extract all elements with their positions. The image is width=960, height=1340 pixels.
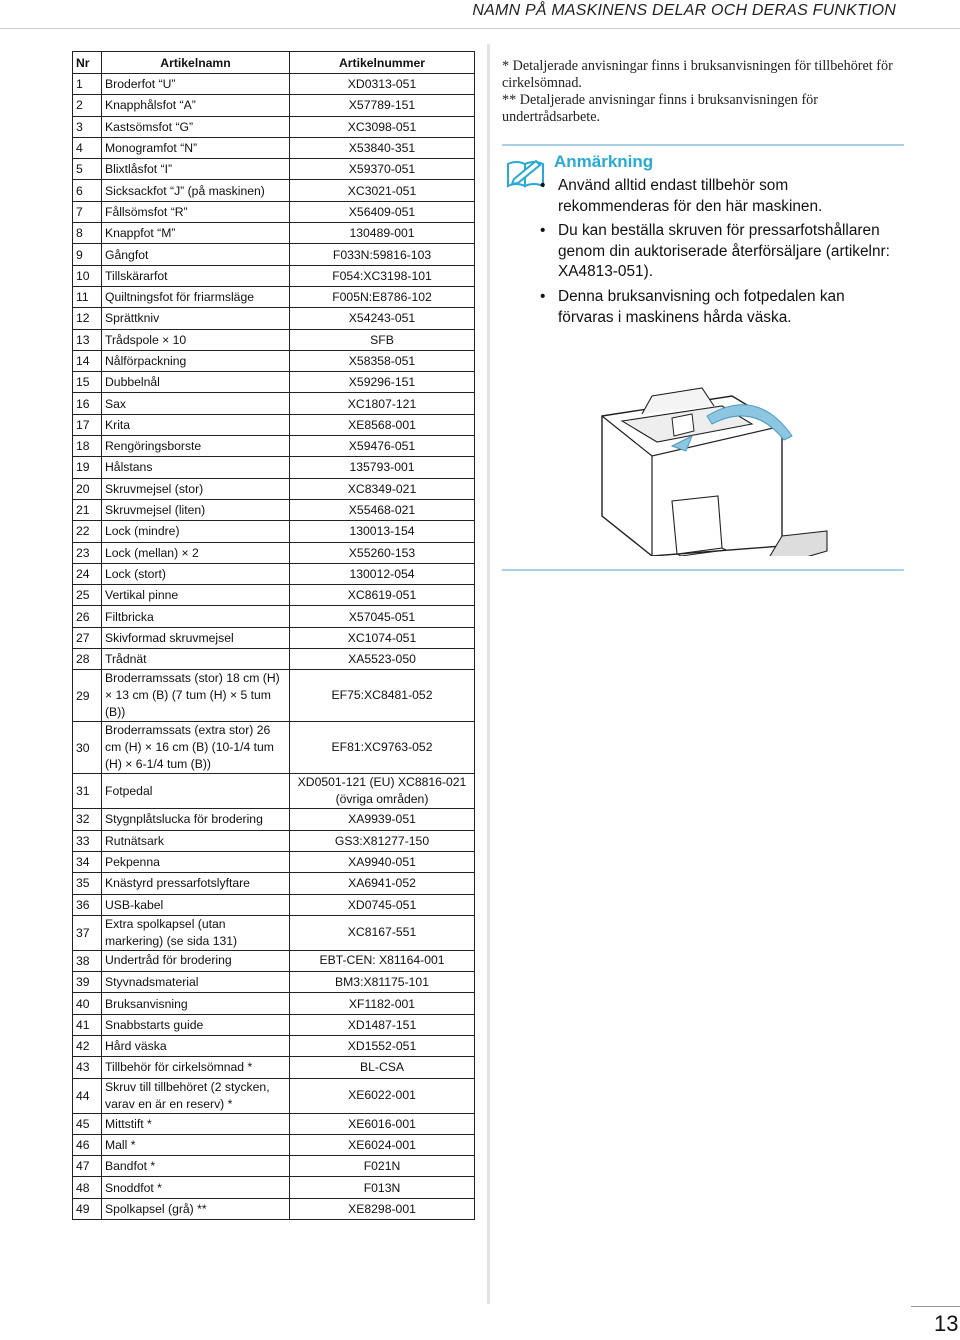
table-row <box>73 244 475 265</box>
table-row <box>73 1113 475 1134</box>
row-nr-cell: 6 <box>73 180 102 201</box>
row-number-cell: X59370-051 <box>290 159 475 180</box>
row-nr-cell: 44 <box>73 1078 102 1113</box>
row-nr-cell: 35 <box>73 873 102 894</box>
row-name-cell: Krita <box>102 414 290 435</box>
row-nr-cell: 41 <box>73 1014 102 1035</box>
row-number-cell: 130013-154 <box>290 521 475 542</box>
table-row <box>73 894 475 915</box>
table-row <box>73 585 475 606</box>
row-name-cell: Mittstift * <box>102 1113 290 1134</box>
table-row <box>73 286 475 307</box>
row-nr-cell: 40 <box>73 993 102 1014</box>
row-name-cell: Fotpedal <box>102 774 290 809</box>
row-nr-cell: 7 <box>73 201 102 222</box>
row-name-cell: Hård väska <box>102 1035 290 1056</box>
row-nr-cell: 34 <box>73 851 102 872</box>
row-nr-cell: 39 <box>73 972 102 993</box>
row-number-cell: X59296-151 <box>290 372 475 393</box>
row-name-cell: Quiltningsfot för friarmsläge <box>102 286 290 307</box>
table-row <box>73 950 475 971</box>
table-row <box>73 223 475 244</box>
row-number-cell: XD0745-051 <box>290 894 475 915</box>
row-number-cell: 130012-054 <box>290 563 475 584</box>
row-nr-cell: 27 <box>73 627 102 648</box>
row-number-cell: X55468-021 <box>290 499 475 520</box>
table-row <box>73 774 475 809</box>
row-name-cell: Trådnät <box>102 649 290 670</box>
row-name-cell: Mall * <box>102 1134 290 1155</box>
table-row <box>73 308 475 329</box>
bullet-point: • <box>540 287 546 305</box>
row-nr-cell: 17 <box>73 414 102 435</box>
row-nr-cell: 45 <box>73 1113 102 1134</box>
table-row <box>73 1014 475 1035</box>
row-name-cell: Broderfot “U” <box>102 74 290 95</box>
row-number-cell: GS3:X81277-150 <box>290 830 475 851</box>
table-row <box>73 1177 475 1198</box>
table-row <box>73 1057 475 1078</box>
row-name-cell: Nålförpackning <box>102 350 290 371</box>
table-row <box>73 1134 475 1155</box>
row-name-cell: Lock (mindre) <box>102 521 290 542</box>
table-row <box>73 1198 475 1219</box>
row-number-cell: XE8568-001 <box>290 414 475 435</box>
parts-table <box>72 51 475 1220</box>
row-name-cell: Skruvmejsel (liten) <box>102 499 290 520</box>
row-nr-cell: 32 <box>73 809 102 830</box>
row-name-cell: Rutnätsark <box>102 830 290 851</box>
page-header-title: NAMN PÅ MASKINENS DELAR OCH DERAS FUNKTION <box>472 2 896 19</box>
row-nr-cell: 15 <box>73 372 102 393</box>
row-nr-cell: 18 <box>73 436 102 457</box>
row-number-cell: XC8619-051 <box>290 585 475 606</box>
table-row <box>73 670 475 722</box>
parts-table-body <box>73 74 475 1220</box>
table-row <box>73 414 475 435</box>
row-name-cell: Bruksanvisning <box>102 993 290 1014</box>
row-nr-cell: 46 <box>73 1134 102 1155</box>
row-nr-cell: 8 <box>73 223 102 244</box>
table-row <box>73 649 475 670</box>
table-row <box>73 851 475 872</box>
row-name-cell: Skivformad skruvmejsel <box>102 627 290 648</box>
row-number-cell: X59476-051 <box>290 436 475 457</box>
column-header-name: Artikelnamn <box>102 52 290 74</box>
row-name-cell: Blixtlåsfot “I” <box>102 159 290 180</box>
row-name-cell: Bandfot * <box>102 1156 290 1177</box>
row-number-cell: XF1182-001 <box>290 993 475 1014</box>
row-nr-cell: 10 <box>73 265 102 286</box>
table-row <box>73 95 475 116</box>
note-item <box>540 287 900 328</box>
row-nr-cell: 12 <box>73 308 102 329</box>
row-nr-cell: 2 <box>73 95 102 116</box>
header-divider <box>0 28 960 29</box>
row-name-cell: Snoddfot * <box>102 1177 290 1198</box>
row-nr-cell: 31 <box>73 774 102 809</box>
row-nr-cell: 42 <box>73 1035 102 1056</box>
right-column <box>502 58 902 326</box>
table-row <box>73 1156 475 1177</box>
table-row <box>73 606 475 627</box>
row-name-cell: Gångfot <box>102 244 290 265</box>
page-number: 13 <box>934 1311 959 1336</box>
note-title: Anmärkning <box>554 152 654 171</box>
row-number-cell: EF81:XC9763-052 <box>290 722 475 774</box>
table-row <box>73 329 475 350</box>
row-nr-cell: 47 <box>73 1156 102 1177</box>
table-row <box>73 116 475 137</box>
row-number-cell: EBT-CEN: X81164-001 <box>290 950 475 971</box>
table-row <box>73 159 475 180</box>
row-nr-cell: 36 <box>73 894 102 915</box>
table-row <box>73 137 475 158</box>
row-number-cell: XD1552-051 <box>290 1035 475 1056</box>
row-nr-cell: 38 <box>73 950 102 971</box>
row-name-cell: Dubbelnål <box>102 372 290 393</box>
row-name-cell: Tillbehör för cirkelsömnad * <box>102 1057 290 1078</box>
row-name-cell: Lock (mellan) × 2 <box>102 542 290 563</box>
row-number-cell: XD0313-051 <box>290 74 475 95</box>
row-number-cell: X57789-151 <box>290 95 475 116</box>
table-row <box>73 350 475 371</box>
row-number-cell: XD0501-121 (EU) XC8816-021 (övriga områden) <box>290 774 475 809</box>
row-name-cell: Vertikal pinne <box>102 585 290 606</box>
table-row <box>73 809 475 830</box>
bullet-point: • <box>540 177 546 194</box>
table-row <box>73 915 475 950</box>
row-nr-cell: 13 <box>73 329 102 350</box>
row-name-cell: Styvnadsmaterial <box>102 972 290 993</box>
table-row <box>73 873 475 894</box>
note-item-text: Du kan beställa skruven för pressarfotshållaren genom din auktoriserade återförsäljare (artikelnr: XA4813-051). <box>558 222 890 281</box>
table-row <box>73 722 475 774</box>
table-row <box>73 542 475 563</box>
row-name-cell: Sprättkniv <box>102 308 290 329</box>
row-name-cell: Tillskärarfot <box>102 265 290 286</box>
bullet-point: • <box>540 222 546 240</box>
table-row <box>73 521 475 542</box>
row-number-cell: XD1487-151 <box>290 1014 475 1035</box>
row-number-cell: XC8349-021 <box>290 478 475 499</box>
table-row <box>73 201 475 222</box>
note-bottom-rule <box>502 569 904 571</box>
row-name-cell: Undertråd för brodering <box>102 950 290 971</box>
note-item <box>540 176 900 217</box>
column-header-nr: Nr <box>73 52 102 74</box>
note-top-rule <box>502 144 904 146</box>
row-number-cell: X56409-051 <box>290 201 475 222</box>
table-row <box>73 180 475 201</box>
row-nr-cell: 20 <box>73 478 102 499</box>
table-row <box>73 563 475 584</box>
table-row <box>73 993 475 1014</box>
hard-case-illustration <box>582 376 832 556</box>
row-nr-cell: 19 <box>73 457 102 478</box>
row-name-cell: Fållsömsfot “R” <box>102 201 290 222</box>
row-name-cell: Spolkapsel (grå) ** <box>102 1198 290 1219</box>
row-name-cell: Hålstans <box>102 457 290 478</box>
table-row <box>73 830 475 851</box>
row-number-cell: XE6024-001 <box>290 1134 475 1155</box>
row-nr-cell: 48 <box>73 1177 102 1198</box>
row-number-cell: BL-CSA <box>290 1057 475 1078</box>
row-nr-cell: 24 <box>73 563 102 584</box>
row-nr-cell: 4 <box>73 137 102 158</box>
table-row <box>73 393 475 414</box>
row-nr-cell: 16 <box>73 393 102 414</box>
column-header-number: Artikelnummer <box>290 52 475 74</box>
row-name-cell: Monogramfot “N” <box>102 137 290 158</box>
row-nr-cell: 22 <box>73 521 102 542</box>
row-nr-cell: 9 <box>73 244 102 265</box>
note-list <box>540 176 900 332</box>
table-row <box>73 436 475 457</box>
row-nr-cell: 14 <box>73 350 102 371</box>
row-number-cell: 135793-001 <box>290 457 475 478</box>
row-number-cell: XC1807-121 <box>290 393 475 414</box>
row-nr-cell: 26 <box>73 606 102 627</box>
row-nr-cell: 43 <box>73 1057 102 1078</box>
footnote-bobbin-work: ** Detaljerade anvisningar finns i bruksanvisningen för undertrådsarbete. <box>502 92 818 125</box>
row-name-cell: Trådspole × 10 <box>102 329 290 350</box>
row-number-cell: SFB <box>290 329 475 350</box>
row-nr-cell: 3 <box>73 116 102 137</box>
row-number-cell: XE8298-001 <box>290 1198 475 1219</box>
table-row <box>73 372 475 393</box>
table-row <box>73 627 475 648</box>
row-name-cell: USB-kabel <box>102 894 290 915</box>
row-number-cell: X54243-051 <box>290 308 475 329</box>
row-name-cell: Broderramssats (extra stor) 26 cm (H) × 16 cm (B) (10-1/4 tum (H) × 6-1/4 tum (B)) <box>102 722 290 774</box>
row-number-cell: XA9940-051 <box>290 851 475 872</box>
note-item-text: Denna bruksanvisning och fotpedalen kan förvaras i maskinens hårda väska. <box>558 287 845 326</box>
row-name-cell: Knapphålsfot “A” <box>102 95 290 116</box>
row-number-cell: F054:XC3198-101 <box>290 265 475 286</box>
row-number-cell: XC8167-551 <box>290 915 475 950</box>
row-number-cell: XE6016-001 <box>290 1113 475 1134</box>
row-nr-cell: 21 <box>73 499 102 520</box>
row-nr-cell: 30 <box>73 722 102 774</box>
row-name-cell: Sax <box>102 393 290 414</box>
row-name-cell: Snabbstarts guide <box>102 1014 290 1035</box>
table-row <box>73 499 475 520</box>
row-name-cell: Filtbricka <box>102 606 290 627</box>
row-number-cell: XA5523-050 <box>290 649 475 670</box>
note-item-text: Använd alltid endast tillbehör som rekommenderas för den här maskinen. <box>558 177 823 215</box>
table-row <box>73 972 475 993</box>
row-number-cell: XC3098-051 <box>290 116 475 137</box>
row-name-cell: Pekpenna <box>102 851 290 872</box>
row-name-cell: Stygnplåtslucka för brodering <box>102 809 290 830</box>
row-nr-cell: 49 <box>73 1198 102 1219</box>
row-number-cell: X55260-153 <box>290 542 475 563</box>
row-number-cell: BM3:X81175-101 <box>290 972 475 993</box>
row-name-cell: Extra spolkapsel (utan markering) (se sida 131) <box>102 915 290 950</box>
row-name-cell: Skruv till tillbehöret (2 stycken, varav en är en reserv) * <box>102 1078 290 1113</box>
row-name-cell: Rengöringsborste <box>102 436 290 457</box>
row-number-cell: EF75:XC8481-052 <box>290 670 475 722</box>
row-number-cell: 130489-001 <box>290 223 475 244</box>
table-row <box>73 457 475 478</box>
row-name-cell: Broderramssats (stor) 18 cm (H) × 13 cm (B) (7 tum (H) × 5 tum (B)) <box>102 670 290 722</box>
page-number-rule <box>911 1306 960 1307</box>
row-nr-cell: 1 <box>73 74 102 95</box>
row-nr-cell: 5 <box>73 159 102 180</box>
table-header-row <box>73 52 475 74</box>
row-nr-cell: 28 <box>73 649 102 670</box>
row-number-cell: X57045-051 <box>290 606 475 627</box>
row-nr-cell: 11 <box>73 286 102 307</box>
note-item <box>540 221 900 283</box>
row-nr-cell: 37 <box>73 915 102 950</box>
table-row <box>73 1078 475 1113</box>
row-name-cell: Kastsömsfot “G” <box>102 116 290 137</box>
row-number-cell: F005N:E8786-102 <box>290 286 475 307</box>
row-number-cell: F013N <box>290 1177 475 1198</box>
row-number-cell: F021N <box>290 1156 475 1177</box>
row-nr-cell: 23 <box>73 542 102 563</box>
row-name-cell: Lock (stort) <box>102 563 290 584</box>
row-nr-cell: 29 <box>73 670 102 722</box>
table-row <box>73 74 475 95</box>
table-row <box>73 478 475 499</box>
row-number-cell: XE6022-001 <box>290 1078 475 1113</box>
row-name-cell: Knappfot “M” <box>102 223 290 244</box>
column-divider <box>487 44 490 1304</box>
row-number-cell: XA6941-052 <box>290 873 475 894</box>
row-number-cell: XC1074-051 <box>290 627 475 648</box>
row-name-cell: Knästyrd pressarfotslyftare <box>102 873 290 894</box>
row-number-cell: X58358-051 <box>290 350 475 371</box>
row-number-cell: XC3021-051 <box>290 180 475 201</box>
table-row <box>73 1035 475 1056</box>
table-row <box>73 265 475 286</box>
row-name-cell: Sicksackfot “J” (på maskinen) <box>102 180 290 201</box>
row-nr-cell: 25 <box>73 585 102 606</box>
row-number-cell: XA9939-051 <box>290 809 475 830</box>
footnote-circle-sewing: * Detaljerade anvisningar finns i bruksanvisningen för tillbehöret för cirkelsömnad. <box>502 58 893 91</box>
row-nr-cell: 33 <box>73 830 102 851</box>
row-number-cell: F033N:59816-103 <box>290 244 475 265</box>
row-number-cell: X53840-351 <box>290 137 475 158</box>
row-name-cell: Skruvmejsel (stor) <box>102 478 290 499</box>
